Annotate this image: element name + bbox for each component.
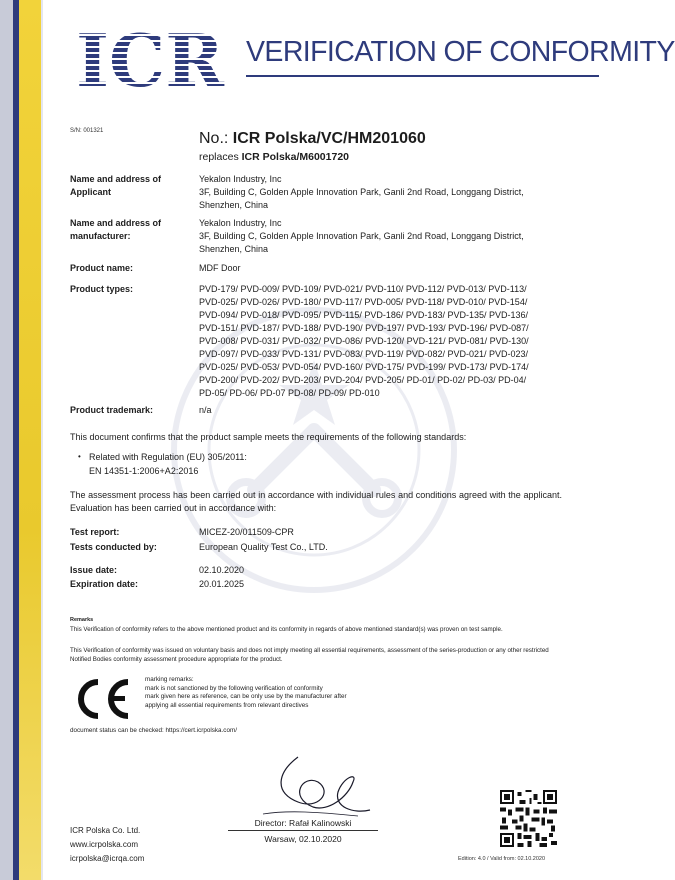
applicant-label-line-1: Name and address of <box>70 174 162 184</box>
product-types-line: PVD-097/ PVD-033/ PVD-131/ PVD-083/ PVD-119/ PVD-082/ PVD-021/ PVD-023/ <box>199 349 528 359</box>
svg-text:ICR: ICR <box>76 18 226 103</box>
remarks-text-1: This Verification of conformity refers to the above mentioned product and its conformity in regards of above mentioned standard(s) was proven on test sample. <box>70 626 503 633</box>
signature-image <box>258 752 378 822</box>
qr-code-icon[interactable] <box>500 790 557 847</box>
test-report-label: Test report: <box>70 527 120 537</box>
icr-logo <box>76 18 226 103</box>
left-stripe-grey <box>0 0 13 880</box>
expiration-date-label: Expiration date: <box>70 579 139 589</box>
test-report-value: MICEZ-20/011509-CPR <box>199 527 294 537</box>
applicant-address-line-2: Shenzhen, China <box>199 200 269 210</box>
manufacturer-address-line-1: 3F, Building C, Golden Apple Innovation Park, Ganli 2nd Road, Longgang District, <box>199 231 524 241</box>
director-name: Director: Rafał Kalinowski <box>254 818 352 828</box>
certificate-number-prefix: No.: <box>199 130 233 147</box>
replaces-number: ICR Polska/M6001720 <box>241 151 350 163</box>
signature-place-date: Warsaw, 02.10.2020 <box>264 834 342 844</box>
product-types-label: Product types: <box>70 284 134 294</box>
product-types-line: PVD-094/ PVD-018/ PVD-095/ PVD-115/ PVD-186/ PVD-183/ PVD-135/ PVD-136/ <box>199 310 528 320</box>
remarks-text-2: This Verification of conformity was issued on voluntary basis and does not imply meeting all essential requirements, assessment of the series-production or any other restricted Notified Bodies conformity assessment procedure appropriate for the product. <box>70 647 549 663</box>
product-types-line: PVD-008/ PVD-031/ PVD-032/ PVD-086/ PVD-120/ PVD-121/ PVD-081/ PVD-130/ <box>199 336 529 346</box>
document-title: VERIFICATION OF CONFORMITY <box>246 36 675 68</box>
marking-remarks-line: applying all essential requirements from relevant directives <box>145 701 309 709</box>
org-email[interactable]: icrpolska@icrqa.com <box>70 854 145 863</box>
replaces-prefix: replaces <box>199 151 242 163</box>
tests-conducted-label: Tests conducted by: <box>70 542 157 552</box>
manufacturer-label <box>70 217 195 243</box>
applicant-label <box>70 173 195 199</box>
certificate-number-value: ICR Polska/VC/HM201060 <box>232 130 426 147</box>
product-types-line: PVD-025/ PVD-053/ PVD-054/ PVD-160/ PVD-175/ PVD-199/ PVD-173/ PVD-174/ <box>199 362 529 372</box>
manufacturer-name: Yekalon Industry, Inc <box>199 218 282 228</box>
serial-number: S/N: 001321 <box>70 128 104 134</box>
bullet-dot: • <box>78 452 81 461</box>
applicant-name: Yekalon Industry, Inc <box>199 174 282 184</box>
product-types-line: PVD-025/ PVD-026/ PVD-180/ PVD-117/ PVD-005/ PVD-118/ PVD-010/ PVD-154/ <box>199 297 528 307</box>
marking-remarks <box>145 676 347 710</box>
org-website[interactable]: www.icrpolska.com <box>70 840 139 849</box>
marking-remarks-line: mark given here as reference, can be only use by the manufacturer after <box>145 693 347 701</box>
title-underline <box>246 75 599 77</box>
regulation-text: Related with Regulation (EU) 305/2011: <box>89 452 247 462</box>
product-name-value: MDF Door <box>199 263 241 273</box>
issue-date-value: 02.10.2020 <box>199 565 245 575</box>
tests-conducted-value: European Quality Test Co., LTD. <box>199 542 328 552</box>
product-name-label: Product name: <box>70 263 134 273</box>
product-types-line: PVD-200/ PVD-202/ PVD-203/ PVD-204/ PVD-205/ PD-01/ PD-02/ PD-03/ PD-04/ <box>199 375 527 385</box>
product-types-line: PVD-179/ PVD-009/ PVD-109/ PVD-021/ PVD-110/ PVD-112/ PVD-013/ PVD-113/ <box>199 284 527 294</box>
marking-remarks-title: marking remarks: <box>145 676 194 683</box>
edition-info: Edition: 4.0 / Valid from: 02.10.2020 <box>458 856 546 862</box>
trademark-value: n/a <box>199 405 212 415</box>
replaces-line <box>199 151 349 163</box>
applicant-value <box>199 173 554 212</box>
status-check-text: document status can be checked: https://cert.icrpolska.com/ <box>70 727 237 734</box>
left-stripe-light <box>41 0 43 880</box>
marking-remarks-line: mark is not sanctioned by the following verification of conformity <box>145 684 323 692</box>
org-name: ICR Polska Co. Ltd. <box>70 826 141 835</box>
signature-line <box>228 830 378 831</box>
product-types-line: PVD-151/ PVD-187/ PVD-188/ PVD-190/ PVD-197/ PVD-193/ PVD-196/ PVD-087/ <box>199 323 529 333</box>
manufacturer-address-line-2: Shenzhen, China <box>199 244 269 254</box>
issue-date-label: Issue date: <box>70 565 118 575</box>
applicant-address-line-1: 3F, Building C, Golden Apple Innovation Park, Ganli 2nd Road, Longgang District, <box>199 187 524 197</box>
applicant-label-line-2: Applicant <box>70 187 112 197</box>
standards-block <box>89 451 389 464</box>
ce-mark-icon <box>72 678 132 720</box>
product-types-list <box>199 283 554 400</box>
confirm-statement: This document confirms that the product sample meets the requirements of the following standards: <box>70 432 467 442</box>
expiration-date-value: 20.01.2025 <box>199 579 245 589</box>
assessment-statement: The assessment process has been carried out in accordance with individual rules and conditions agreed with the applicant. Evaluation has been carried out in accordance with: <box>70 490 562 513</box>
manufacturer-label-line-1: Name and address of <box>70 218 162 228</box>
left-stripe-yellow <box>19 0 41 880</box>
product-types-line: PD-05/ PD-06/ PD-07 PD-08/ PD-09/ PD-010 <box>199 388 380 398</box>
standard-text: EN 14351-1:2006+A2:2016 <box>89 466 199 476</box>
manufacturer-value <box>199 217 554 256</box>
certificate-number <box>199 130 426 148</box>
remarks-title: Remarks <box>70 617 94 623</box>
manufacturer-label-line-2: manufacturer: <box>70 231 131 241</box>
trademark-label: Product trademark: <box>70 405 154 415</box>
